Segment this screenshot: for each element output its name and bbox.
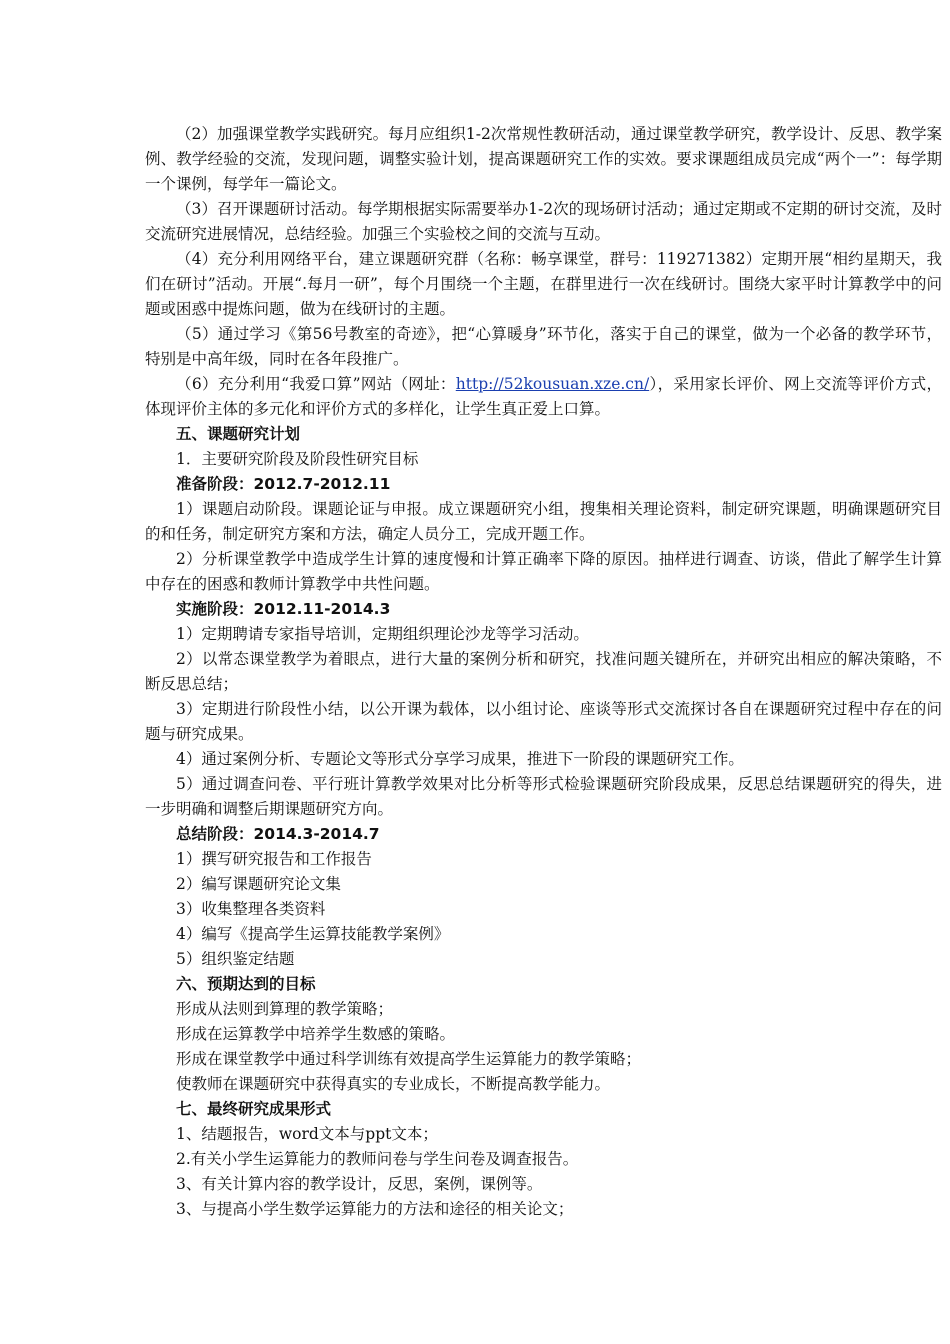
list-item: 形成从法则到算理的教学策略；: [176, 1000, 394, 1018]
stage-preparation-label: 准备阶段：: [176, 475, 254, 493]
list-item: 5）通过调查问卷、平行班计算教学效果对比分析等形式检验课题研究阶段成果，反思总结课题研究的得失，进一步明确和调整后期课题研究方向。: [145, 775, 942, 818]
stage-implementation-dates: 2012.11-2014.3: [253, 600, 391, 618]
list-item: 3、有关计算内容的教学设计，反思，案例，课例等。: [176, 1175, 543, 1193]
paragraph-website: [145, 372, 942, 422]
website-link[interactable]: http://52kousuan.xze.cn/: [455, 375, 650, 393]
paragraph-network-platform: （4）充分利用网络平台，建立课题研究群（名称：畅享课堂，群号：119271382）定期开展“相约星期天，我们在研讨”活动。开展“.每月一研”，每个月围绕一个主题，在群里进行一次在线研讨。围绕大家平时计算教学中的问题或困惑中提炼问题，做为在线研讨的主题。: [145, 250, 942, 318]
paragraph-website-tail: ），采用家长评价、网上交流等评价方式，体现评价主体的多元化和评价方式的多样化，让学生真正爱上口算。: [145, 375, 942, 418]
stage-implementation-label: 实施阶段：: [176, 600, 254, 618]
list-item: 2）分析课堂教学中造成学生计算的速度慢和计算正确率下降的原因。抽样进行调查、访谈，借此了解学生计算中存在的困惑和教师计算教学中共性问题。: [145, 550, 942, 593]
list-item: 形成在运算教学中培养学生数感的策略。: [176, 1025, 456, 1043]
list-item: 1、结题报告，word文本与ppt文本；: [176, 1125, 438, 1143]
list-item: 3、与提高小学生数学运算能力的方法和途径的相关论文；: [176, 1200, 574, 1218]
list-item: 2.有关小学生运算能力的教师问卷与学生问卷及调查报告。: [176, 1150, 579, 1168]
list-item: 1）课题启动阶段。课题论证与申报。成立课题研究小组，搜集相关理论资料，制定研究课题，明确课题研究目的和任务，制定研究方案和方法，确定人员分工，完成开题工作。: [145, 500, 942, 543]
section-heading-research-plan: 五、课题研究计划: [176, 425, 301, 443]
list-item: 4）通过案例分析、专题论文等形式分享学习成果，推进下一阶段的课题研究工作。: [176, 750, 744, 768]
section-heading-final-outcomes: 七、最终研究成果形式: [176, 1100, 332, 1118]
subheading-research-stages: 1．主要研究阶段及阶段性研究目标: [176, 450, 419, 468]
paragraph-website-lead: （6）充分利用“我爱口算”网站（网址：: [176, 375, 456, 393]
list-item: 3）定期进行阶段性小结，以公开课为载体，以小组讨论、座谈等形式交流探讨各自在课题研究过程中存在的问题与研究成果。: [145, 700, 942, 743]
stage-summary-label: 总结阶段：: [176, 825, 254, 843]
list-item: 1）定期聘请专家指导培训，定期组织理论沙龙等学习活动。: [176, 625, 589, 643]
section-heading-expected-goals: 六、预期达到的目标: [176, 975, 316, 993]
paragraph-classroom-practice: （2）加强课堂教学实践研究。每月应组织1-2次常规性教研活动，通过课堂教学研究，教学设计、反思、教学案例、教学经验的交流，发现问题，调整实验计划，提高课题研究工作的实效。要求课题组成员完成“两个一”：每学期一个课例，每学年一篇论文。: [145, 125, 942, 193]
list-item: 2）以常态课堂教学为着眼点，进行大量的案例分析和研究，找准问题关键所在，并研究出相应的解决策略，不断反思总结；: [145, 650, 942, 693]
list-item: 3）收集整理各类资料: [176, 900, 326, 918]
document-page: [145, 122, 942, 1222]
paragraph-mental-warmup: （5）通过学习《第56号教室的奇迹》，把“心算暖身”环节化，落实于自己的课堂，做为一个必备的教学环节，特别是中高年级，同时在各年段推广。: [145, 325, 942, 368]
list-item: 2）编写课题研究论文集: [176, 875, 341, 893]
stage-summary-dates: 2014.3-2014.7: [253, 825, 380, 843]
list-item: 形成在课堂教学中通过科学训练有效提高学生运算能力的教学策略；: [176, 1050, 642, 1068]
list-item: 5）组织鉴定结题: [176, 950, 295, 968]
list-item: 1）撰写研究报告和工作报告: [176, 850, 372, 868]
stage-preparation-dates: 2012.7-2012.11: [253, 475, 391, 493]
stage-preparation: [145, 472, 942, 497]
stage-implementation: [145, 597, 942, 622]
paragraph-seminar: （3）召开课题研讨活动。每学期根据实际需要举办1-2次的现场研讨活动；通过定期或不定期的研讨交流，及时交流研究进展情况，总结经验。加强三个实验校之间的交流与互动。: [145, 200, 942, 243]
list-item: 4）编写《提高学生运算技能教学案例》: [176, 925, 450, 943]
stage-summary: [145, 822, 942, 847]
list-item: 使教师在课题研究中获得真实的专业成长，不断提高教学能力。: [176, 1075, 611, 1093]
